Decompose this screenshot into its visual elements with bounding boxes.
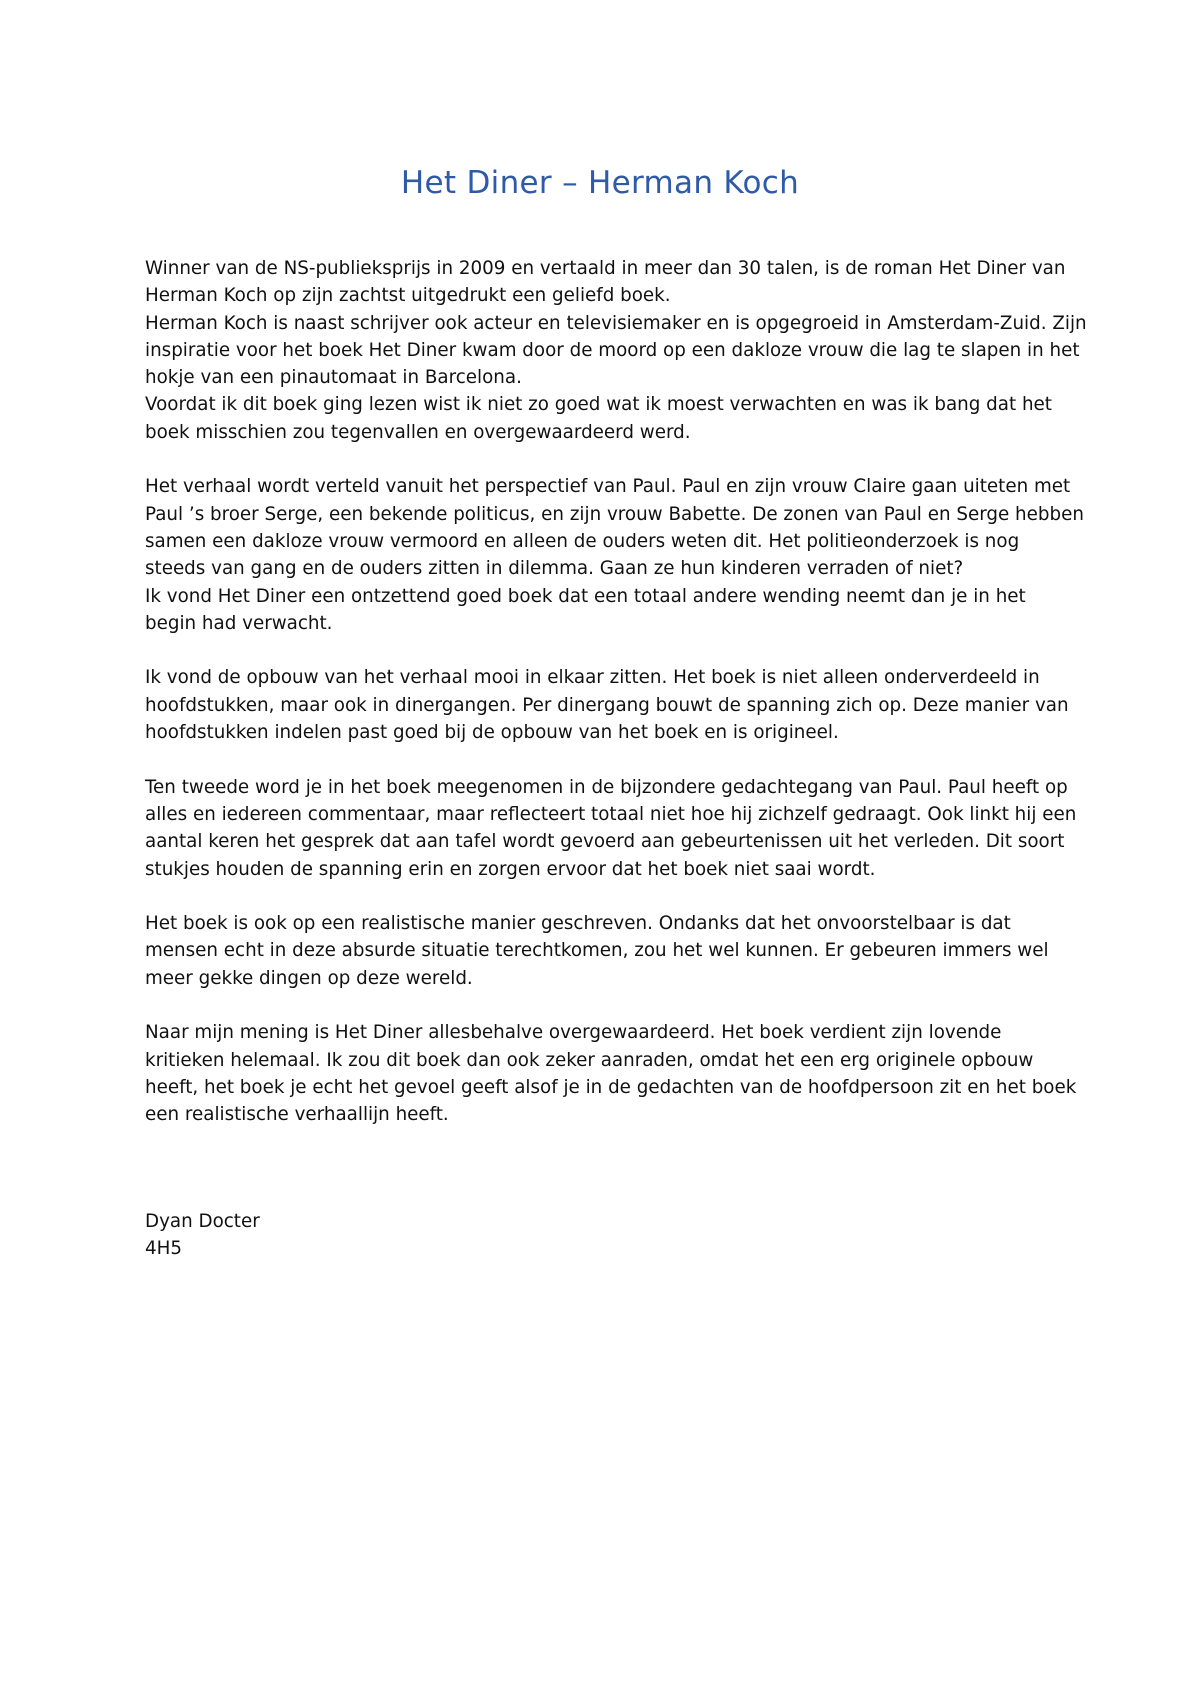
text-line: aantal keren het gesprek dat aan tafel wordt gevoerd aan gebeurtenissen uit het verleden. Dit soort xyxy=(145,831,1065,853)
text-line: een realistische verhaallijn heeft. xyxy=(145,1104,449,1126)
text-line: mensen echt in deze absurde situatie terechtkomen, zou het wel kunnen. Er gebeuren immers wel xyxy=(145,940,1049,962)
text-line: boek misschien zou tegenvallen en overgewaardeerd werd. xyxy=(145,421,691,443)
text-line: hokje van een pinautomaat in Barcelona. xyxy=(145,367,522,389)
paragraph-thoughts xyxy=(145,774,1077,883)
text-line: Ik vond Het Diner een ontzettend goed boek dat een totaal andere wending neemt dan je in het xyxy=(145,585,1026,607)
text-line: Ik vond de opbouw van het verhaal mooi in elkaar zitten. Het boek is niet alleen onderverdeeld in xyxy=(145,667,1040,689)
text-line: Het boek is ook op een realistische manier geschreven. Ondanks dat het onvoorstelbaar is dat xyxy=(145,913,1011,935)
text-line: hoofdstukken indelen past goed bij de opbouw van het boek en is origineel. xyxy=(145,722,839,744)
text-line: Winner van de NS-publieksprijs in 2009 en vertaald in meer dan 30 talen, is de roman Het Diner van xyxy=(145,258,1066,279)
signature-block xyxy=(145,1208,260,1263)
text-line: Ten tweede word je in het boek meegenomen in de bijzondere gedachtegang van Paul. Paul heeft op xyxy=(145,776,1068,798)
paragraph-realism xyxy=(145,910,1070,992)
text-line: alles en iedereen commentaar, maar reflecteert totaal niet hoe hij zichzelf gedraagt. Ook linkt hij een xyxy=(145,803,1077,825)
paragraph-conclusion xyxy=(145,1019,1077,1128)
text-line: stukjes houden de spanning erin en zorgen ervoor dat het boek niet saai wordt. xyxy=(145,858,876,880)
text-line: Herman Koch op zijn zachtst uitgedrukt een geliefd boek. xyxy=(145,285,671,307)
text-line: kritieken helemaal. Ik zou dit boek dan ook zeker aanraden, omdat het een erg originele opbouw xyxy=(145,1049,1034,1071)
page-title: Het Diner – Herman Koch xyxy=(400,165,800,201)
class-code: 4H5 xyxy=(145,1238,183,1260)
text-line: inspiratie voor het boek Het Diner kwam door de moord op een dakloze vrouw die lag te slapen in het xyxy=(145,339,1080,361)
text-line: Paul ’s broer Serge, een bekende politicus, en zijn vrouw Babette. De zonen van Paul en Serge hebben xyxy=(145,503,1084,525)
text-line: steeds van gang en de ouders zitten in dilemma. Gaan ze hun kinderen verraden of niet? xyxy=(145,558,964,580)
text-line: Naar mijn mening is Het Diner allesbehalve overgewaardeerd. Het boek verdient zijn lovende xyxy=(145,1022,1002,1044)
text-line: samen een dakloze vrouw vermoord en alleen de ouders weten dit. Het politieonderzoek is nog xyxy=(145,530,1020,552)
paragraph-structure xyxy=(145,664,1070,746)
text-line: begin had verwacht. xyxy=(145,612,333,634)
text-line: meer gekke dingen op deze wereld. xyxy=(145,967,473,989)
author-name: Dyan Docter xyxy=(145,1211,260,1232)
text-line: heeft, het boek je echt het gevoel geeft alsof je in de gedachten van de hoofdpersoon zit en het boek xyxy=(145,1076,1077,1098)
text-line: Het verhaal wordt verteld vanuit het perspectief van Paul. Paul en zijn vrouw Claire gaan uiteten met xyxy=(145,476,1071,498)
text-line: Voordat ik dit boek ging lezen wist ik niet zo goed wat ik moest verwachten en was ik bang dat het xyxy=(145,394,1052,416)
text-line: Herman Koch is naast schrijver ook acteur en televisiemaker en is opgegroeid in Amsterdam-Zuid. Zijn xyxy=(145,312,1087,334)
text-line: hoofdstukken, maar ook in dinergangen. Per dinergang bouwt de spanning zich op. Deze manier van xyxy=(145,694,1069,716)
document-body xyxy=(145,255,1087,1156)
paragraph-plot xyxy=(145,473,1084,637)
paragraph-intro xyxy=(145,255,1087,446)
